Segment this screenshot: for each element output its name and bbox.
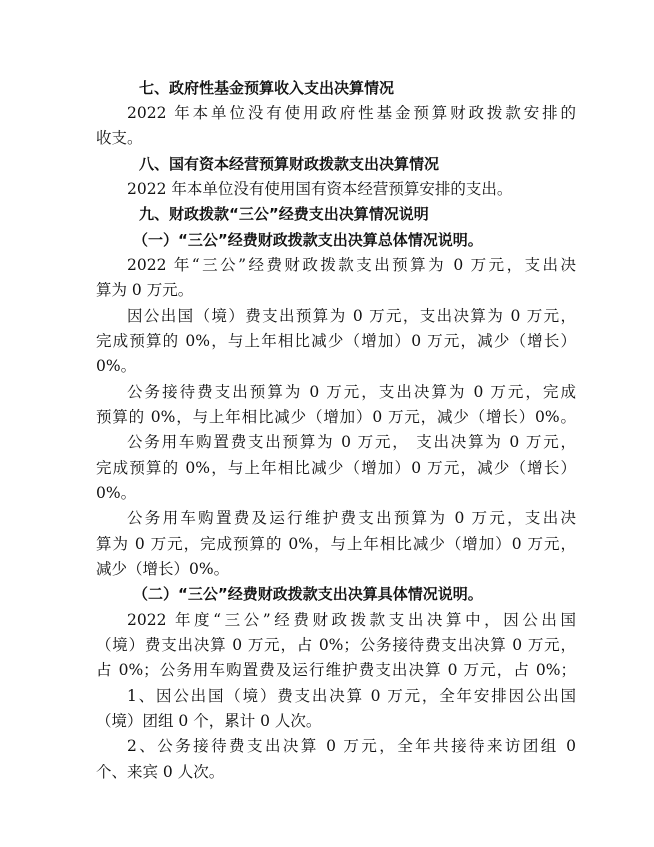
paragraph-line: 算为 0 万元，完成预算的 0%，与上年相比减少（增加）0 万元， — [96, 535, 576, 553]
paragraph-line: 0%。 — [96, 357, 137, 375]
section-7-heading: 七、政府性基金预算收入支出决算情况 — [139, 79, 395, 97]
paragraph-line: 2022 年本单位没有使用国有资本经营预算安排的支出。 — [127, 180, 513, 198]
paragraph-line: 2022 年“三公”经费财政拨款支出预算为 0 万元，支出决 — [127, 256, 576, 274]
paragraph-line: 预算的 0%，与上年相比减少（增加）0 万元，减少（增长）0%。 — [96, 408, 576, 426]
paragraph-line: 占 0%；公务用车购置费及运行维护费支出决算 0 万元，占 0%； — [96, 661, 576, 679]
paragraph-line: 1、因公出国（境）费支出决算 0 万元，全年安排因公出国 — [127, 687, 576, 705]
paragraph-line: （境）费支出决算 0 万元，占 0%；公务接待费支出决算 0 万元， — [96, 636, 576, 654]
paragraph-line: 公务用车购置费及运行维护费支出预算为 0 万元，支出决 — [127, 509, 576, 527]
paragraph-line: 公务用车购置费支出预算为 0 万元， 支出决算为 0 万元， — [127, 433, 576, 451]
paragraph-line: 减少（增长）0%。 — [96, 560, 230, 578]
paragraph-line: 2、公务接待费支出决算 0 万元，全年共接待来访团组 0 — [127, 737, 576, 755]
paragraph-line: 个、来宾 0 人次。 — [96, 763, 225, 781]
paragraph-line: 算为 0 万元。 — [96, 281, 194, 299]
paragraph-line: 完成预算的 0%，与上年相比减少（增加）0 万元，减少（增长） — [96, 332, 576, 350]
paragraph-line: 完成预算的 0%，与上年相比减少（增加）0 万元，减少（增长） — [96, 459, 576, 477]
paragraph-line: 2022 年本单位没有使用政府性基金预算财政拨款安排的 — [127, 104, 576, 122]
subsection-2-heading: （二）“三公”经费财政拨款支出决算具体情况说明。 — [133, 585, 483, 603]
paragraph-line: 因公出国（境）费支出预算为 0 万元，支出决算为 0 万元， — [127, 307, 576, 325]
paragraph-line: （境）团组 0 个，累计 0 人次。 — [96, 712, 322, 730]
paragraph-line: 收支。 — [96, 129, 143, 147]
subsection-1-heading: （一）“三公”经费财政拨款支出决算总体情况说明。 — [133, 231, 483, 249]
paragraph-line: 0%。 — [96, 484, 137, 502]
section-9-heading: 九、财政拨款“三公”经费支出决算情况说明 — [139, 205, 429, 223]
section-8-heading: 八、国有资本经营预算财政拨款支出决算情况 — [139, 155, 440, 173]
paragraph-line: 公务接待费支出预算为 0 万元，支出决算为 0 万元，完成 — [127, 383, 576, 401]
paragraph-line: 2022 年度“三公”经费财政拨款支出决算中，因公出国 — [127, 611, 576, 629]
